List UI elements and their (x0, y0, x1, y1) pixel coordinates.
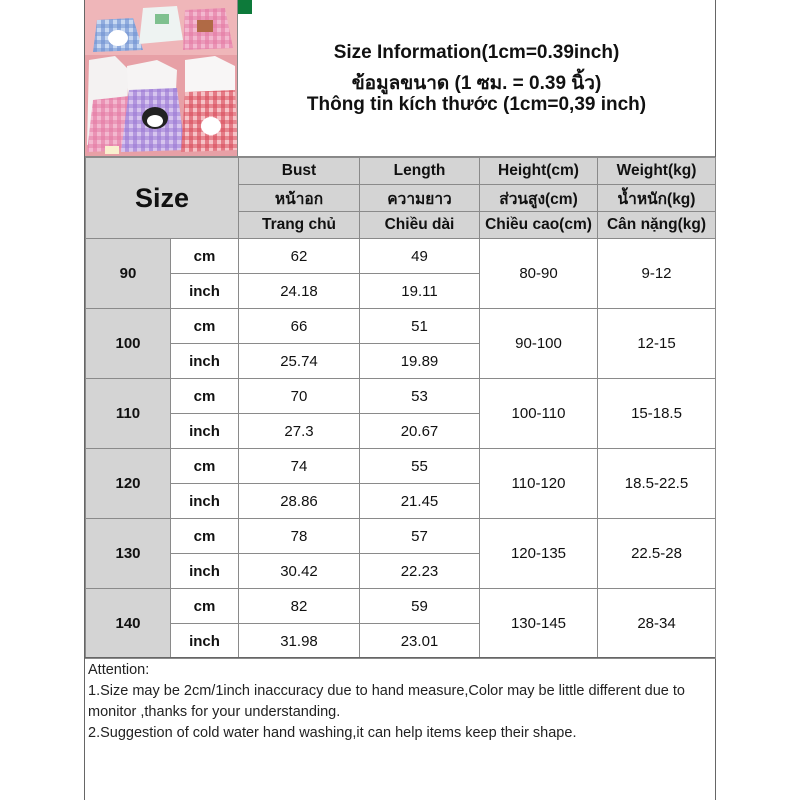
length-inch-100: 19.89 (360, 344, 480, 379)
unit-inch: inch (171, 554, 239, 589)
size-120-label: 120 (86, 449, 171, 519)
size-table (85, 157, 716, 659)
height-140: 130-145 (480, 589, 598, 659)
unit-cm: cm (171, 449, 239, 484)
weight-110: 15-18.5 (598, 379, 716, 449)
length-cm-130: 57 (360, 519, 480, 554)
attention-note-1: 1.Size may be 2cm/1inch inaccuracy due to hand measure,Color may be little different due to monitor ,thanks for your understanding. (88, 683, 685, 720)
bust-inch-110: 27.3 (239, 414, 360, 449)
corner-accent (238, 0, 252, 14)
length-inch-120: 21.45 (360, 484, 480, 519)
size-column-header: Size (86, 158, 239, 239)
unit-cm: cm (171, 379, 239, 414)
weight-90: 9-12 (598, 239, 716, 309)
weight-header-th: น้ำหนัก(kg) (598, 185, 716, 212)
weight-130: 22.5-28 (598, 519, 716, 589)
bust-header-vi: Trang chủ (239, 212, 360, 239)
length-inch-130: 22.23 (360, 554, 480, 589)
bust-cm-90: 62 (239, 239, 360, 274)
bust-cm-110: 70 (239, 379, 360, 414)
bust-inch-100: 25.74 (239, 344, 360, 379)
length-cm-110: 53 (360, 379, 480, 414)
height-110: 100-110 (480, 379, 598, 449)
unit-cm: cm (171, 589, 239, 624)
height-header-th: ส่วนสูง(cm) (480, 185, 598, 212)
header-line-english: Size Information(1cm=0.39inch) (333, 42, 620, 63)
bust-inch-140: 31.98 (239, 624, 360, 659)
weight-120: 18.5-22.5 (598, 449, 716, 519)
height-header-en: Height(cm) (480, 158, 598, 185)
height-100: 90-100 (480, 309, 598, 379)
unit-cm: cm (171, 239, 239, 274)
height-130: 120-135 (480, 519, 598, 589)
bust-cm-120: 74 (239, 449, 360, 484)
height-90: 80-90 (480, 239, 598, 309)
size-information-header (238, 0, 715, 157)
size-110-label: 110 (86, 379, 171, 449)
attention-note-2: 2.Suggestion of cold water hand washing,it can help items keep their shape. (88, 725, 577, 741)
length-cm-140: 59 (360, 589, 480, 624)
size-100-label: 100 (86, 309, 171, 379)
bust-inch-130: 30.42 (239, 554, 360, 589)
bust-cm-140: 82 (239, 589, 360, 624)
bust-inch-120: 28.86 (239, 484, 360, 519)
product-photo (85, 0, 238, 157)
size-90-label: 90 (86, 239, 171, 309)
height-header-vi: Chiều cao(cm) (480, 212, 598, 239)
unit-inch: inch (171, 484, 239, 519)
height-120: 110-120 (480, 449, 598, 519)
unit-inch: inch (171, 274, 239, 309)
weight-header-vi: Cân nặng(kg) (598, 212, 716, 239)
length-header-en: Length (360, 158, 480, 185)
size-130-label: 130 (86, 519, 171, 589)
length-cm-120: 55 (360, 449, 480, 484)
size-140-label: 140 (86, 589, 171, 659)
weight-100: 12-15 (598, 309, 716, 379)
length-cm-100: 51 (360, 309, 480, 344)
product-photo-illustration (85, 0, 238, 157)
header-line-thai: ข้อมูลขนาด (1 ซม. = 0.39 นิ้ว) (351, 73, 602, 94)
size-chart-sheet (84, 0, 716, 800)
length-header-th: ความยาว (360, 185, 480, 212)
attention-heading: Attention: (88, 662, 150, 678)
header-line-vietnamese: Thông tin kích thước (1cm=0,39 inch) (306, 94, 647, 115)
unit-cm: cm (171, 519, 239, 554)
length-header-vi: Chiều dài (360, 212, 480, 239)
length-inch-110: 20.67 (360, 414, 480, 449)
bust-cm-100: 66 (239, 309, 360, 344)
unit-inch: inch (171, 344, 239, 379)
weight-140: 28-34 (598, 589, 716, 659)
length-cm-90: 49 (360, 239, 480, 274)
unit-cm: cm (171, 309, 239, 344)
attention-notes (85, 657, 715, 800)
unit-inch: inch (171, 624, 239, 659)
length-inch-90: 19.11 (360, 274, 480, 309)
bust-inch-90: 24.18 (239, 274, 360, 309)
weight-header-en: Weight(kg) (598, 158, 716, 185)
bust-cm-130: 78 (239, 519, 360, 554)
bust-header-th: หน้าอก (239, 185, 360, 212)
length-inch-140: 23.01 (360, 624, 480, 659)
bust-header-en: Bust (239, 158, 360, 185)
unit-inch: inch (171, 414, 239, 449)
